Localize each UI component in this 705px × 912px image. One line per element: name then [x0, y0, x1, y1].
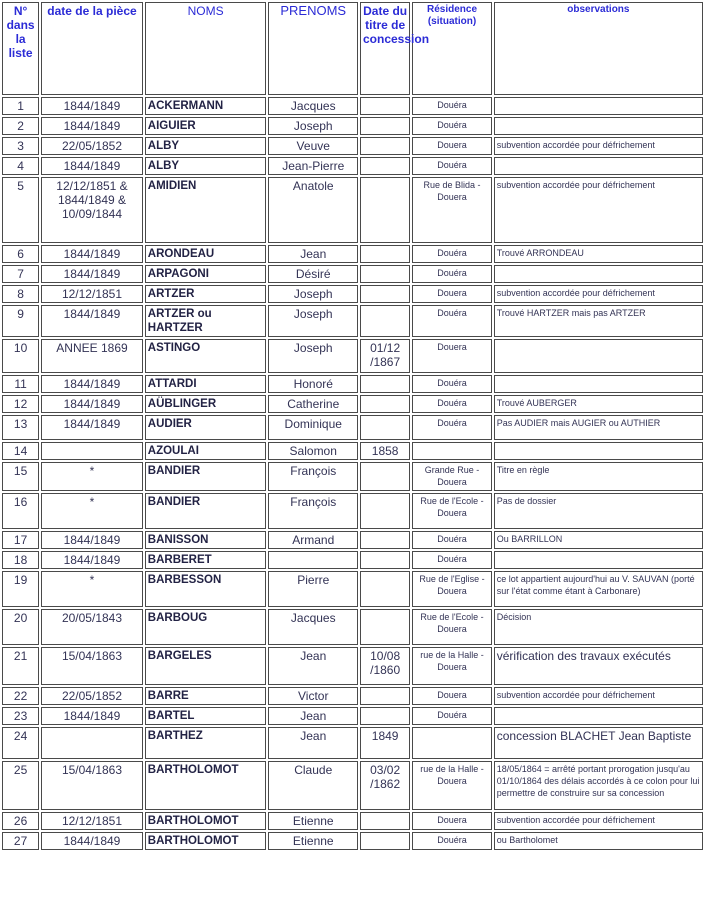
piece-date-cell: * [41, 493, 143, 529]
row-number-cell: 26 [2, 812, 39, 830]
piece-date-cell: 22/05/1852 [41, 687, 143, 705]
title-date-cell [360, 462, 410, 491]
row-number-cell: 19 [2, 571, 39, 607]
observation-cell [494, 339, 703, 373]
table-row [2, 415, 703, 440]
surname-cell: BARTHOLOMOT [145, 832, 267, 850]
row-number-cell: 27 [2, 832, 39, 850]
surname-cell: BANDIER [145, 493, 267, 529]
residence-cell: Douéra [412, 707, 491, 725]
table-row [2, 832, 703, 850]
first-name-cell: Jacques [268, 97, 358, 115]
residence-cell: Douéra [412, 832, 491, 850]
first-name-cell: Joseph [268, 339, 358, 373]
row-number-cell: 1 [2, 97, 39, 115]
surname-cell: ARPAGONI [145, 265, 267, 283]
residence-cell: Rue de l'Ecole - Douera [412, 493, 491, 529]
observation-cell: subvention accordée pour défrichement [494, 687, 703, 705]
table-row [2, 97, 703, 115]
residence-cell: Douéra [412, 117, 491, 135]
table-row [2, 245, 703, 263]
table-row [2, 157, 703, 175]
first-name-cell: Joseph [268, 117, 358, 135]
observation-cell: Trouvé AUBERGER [494, 395, 703, 413]
piece-date-cell: 1844/1849 [41, 375, 143, 393]
residence-cell: Douéra [412, 395, 491, 413]
piece-date-cell: 1844/1849 [41, 265, 143, 283]
first-name-cell: Catherine [268, 395, 358, 413]
title-date-cell [360, 375, 410, 393]
surname-cell: ALBY [145, 157, 267, 175]
title-date-cell [360, 493, 410, 529]
first-name-cell: Honoré [268, 375, 358, 393]
piece-date-cell: * [41, 571, 143, 607]
row-number-cell: 18 [2, 551, 39, 569]
surname-cell: ARTZER ou HARTZER [145, 305, 267, 337]
first-name-cell: Jean [268, 727, 358, 759]
table-row [2, 551, 703, 569]
observation-cell [494, 707, 703, 725]
table-row [2, 265, 703, 283]
header-titre: Date du titre de concession [360, 2, 410, 95]
title-date-cell: 01/12 /1867 [360, 339, 410, 373]
residence-cell: Grande Rue - Douera [412, 462, 491, 491]
title-date-cell: 1858 [360, 442, 410, 460]
observation-cell: Pas AUDIER mais AUGIER ou AUTHIER [494, 415, 703, 440]
surname-cell: ASTINGO [145, 339, 267, 373]
title-date-cell [360, 97, 410, 115]
first-name-cell: François [268, 493, 358, 529]
residence-cell: Douera [412, 812, 491, 830]
title-date-cell [360, 305, 410, 337]
surname-cell: ARTZER [145, 285, 267, 303]
first-name-cell: Claude [268, 761, 358, 810]
title-date-cell: 10/08 /1860 [360, 647, 410, 685]
residence-cell: Douera [412, 137, 491, 155]
observation-cell: Titre en règle [494, 462, 703, 491]
surname-cell: AIGUIER [145, 117, 267, 135]
observation-cell: subvention accordée pour défrichement [494, 137, 703, 155]
surname-cell: BARBESSON [145, 571, 267, 607]
piece-date-cell: 1844/1849 [41, 305, 143, 337]
first-name-cell: Etienne [268, 832, 358, 850]
row-number-cell: 4 [2, 157, 39, 175]
observation-cell: 18/05/1864 = arrêté portant prorogation jusqu'au 01/10/1864 des délais accordés à ce colon pour lui permettre de construire sur sa concession [494, 761, 703, 810]
first-name-cell: Joseph [268, 285, 358, 303]
observation-cell: Décision [494, 609, 703, 645]
residence-cell [412, 442, 491, 460]
row-number-cell: 14 [2, 442, 39, 460]
residence-cell: Douéra [412, 305, 491, 337]
piece-date-cell: 15/04/1863 [41, 761, 143, 810]
surname-cell: BARRE [145, 687, 267, 705]
first-name-cell: Jean [268, 647, 358, 685]
observation-cell: ce lot appartient aujourd'hui au V. SAUVAN (porté sur l'état comme étant à Carbonare) [494, 571, 703, 607]
observation-cell: ou Bartholomet [494, 832, 703, 850]
piece-date-cell: 1844/1849 [41, 395, 143, 413]
surname-cell: AMIDIEN [145, 177, 267, 243]
table-row [2, 609, 703, 645]
surname-cell: BARBOUG [145, 609, 267, 645]
table-row [2, 137, 703, 155]
title-date-cell [360, 137, 410, 155]
table-row [2, 812, 703, 830]
first-name-cell: Dominique [268, 415, 358, 440]
residence-cell: Douéra [412, 415, 491, 440]
title-date-cell [360, 707, 410, 725]
first-name-cell: Pierre [268, 571, 358, 607]
residence-cell: rue de la Halle - Douera [412, 647, 491, 685]
piece-date-cell [41, 727, 143, 759]
table-row [2, 177, 703, 243]
residence-cell [412, 727, 491, 759]
row-number-cell: 21 [2, 647, 39, 685]
surname-cell: BARBERET [145, 551, 267, 569]
surname-cell: BANDIER [145, 462, 267, 491]
observation-cell: Trouvé ARRONDEAU [494, 245, 703, 263]
row-number-cell: 9 [2, 305, 39, 337]
title-date-cell [360, 687, 410, 705]
row-number-cell: 22 [2, 687, 39, 705]
table-row [2, 761, 703, 810]
row-number-cell: 13 [2, 415, 39, 440]
title-date-cell [360, 415, 410, 440]
title-date-cell [360, 571, 410, 607]
row-number-cell: 25 [2, 761, 39, 810]
table-row [2, 442, 703, 460]
surname-cell: AUDIER [145, 415, 267, 440]
piece-date-cell: 15/04/1863 [41, 647, 143, 685]
observation-cell [494, 551, 703, 569]
surname-cell: BARTHEZ [145, 727, 267, 759]
observation-cell: subvention accordée pour défrichement [494, 177, 703, 243]
title-date-cell [360, 245, 410, 263]
row-number-cell: 17 [2, 531, 39, 549]
observation-cell [494, 375, 703, 393]
row-number-cell: 2 [2, 117, 39, 135]
piece-date-cell: 1844/1849 [41, 157, 143, 175]
first-name-cell: Etienne [268, 812, 358, 830]
residence-cell: Douera [412, 687, 491, 705]
table-row [2, 687, 703, 705]
table-row [2, 493, 703, 529]
first-name-cell: Jean-Pierre [268, 157, 358, 175]
residence-cell: Douera [412, 339, 491, 373]
table-row [2, 395, 703, 413]
first-name-cell: Joseph [268, 305, 358, 337]
first-name-cell: Jacques [268, 609, 358, 645]
title-date-cell [360, 395, 410, 413]
title-date-cell [360, 812, 410, 830]
first-name-cell: Anatole [268, 177, 358, 243]
observation-cell: subvention accordée pour défrichement [494, 285, 703, 303]
residence-cell: Rue de Blida - Douera [412, 177, 491, 243]
observation-cell [494, 117, 703, 135]
observation-cell: vérification des travaux exécutés [494, 647, 703, 685]
piece-date-cell: 12/12/1851 [41, 285, 143, 303]
residence-cell: Douéra [412, 97, 491, 115]
piece-date-cell [41, 442, 143, 460]
first-name-cell: Jean [268, 245, 358, 263]
title-date-cell [360, 117, 410, 135]
title-date-cell: 1849 [360, 727, 410, 759]
surname-cell: ACKERMANN [145, 97, 267, 115]
header-observations: observations [494, 2, 703, 95]
row-number-cell: 5 [2, 177, 39, 243]
residence-cell: Douera [412, 285, 491, 303]
first-name-cell: Désiré [268, 265, 358, 283]
table-row [2, 462, 703, 491]
row-number-cell: 15 [2, 462, 39, 491]
surname-cell: BARTEL [145, 707, 267, 725]
residence-cell: Douéra [412, 245, 491, 263]
row-number-cell: 12 [2, 395, 39, 413]
surname-cell: ALBY [145, 137, 267, 155]
observation-cell: concession BLACHET Jean Baptiste [494, 727, 703, 759]
observation-cell: Trouvé HARTZER mais pas ARTZER [494, 305, 703, 337]
title-date-cell [360, 177, 410, 243]
row-number-cell: 3 [2, 137, 39, 155]
header-noms: NOMS [145, 2, 267, 95]
piece-date-cell: 1844/1849 [41, 551, 143, 569]
first-name-cell: Armand [268, 531, 358, 549]
table-row [2, 285, 703, 303]
piece-date-cell: 1844/1849 [41, 117, 143, 135]
first-name-cell: Veuve [268, 137, 358, 155]
register-rows [2, 97, 703, 850]
title-date-cell: 03/02 /1862 [360, 761, 410, 810]
table-row [2, 531, 703, 549]
row-number-cell: 10 [2, 339, 39, 373]
first-name-cell: François [268, 462, 358, 491]
table-row [2, 375, 703, 393]
row-number-cell: 6 [2, 245, 39, 263]
residence-cell: Douéra [412, 265, 491, 283]
piece-date-cell: * [41, 462, 143, 491]
title-date-cell [360, 285, 410, 303]
observation-cell [494, 157, 703, 175]
piece-date-cell: 1844/1849 [41, 97, 143, 115]
title-date-cell [360, 265, 410, 283]
header-num: N° dans la liste [2, 2, 39, 95]
surname-cell: BARGELES [145, 647, 267, 685]
table-row [2, 647, 703, 685]
surname-cell: ARONDEAU [145, 245, 267, 263]
observation-cell: Pas de dossier [494, 493, 703, 529]
first-name-cell: Jean [268, 707, 358, 725]
observation-cell [494, 265, 703, 283]
piece-date-cell: 22/05/1852 [41, 137, 143, 155]
table-row [2, 571, 703, 607]
row-number-cell: 20 [2, 609, 39, 645]
surname-cell: AZOULAI [145, 442, 267, 460]
piece-date-cell: 1844/1849 [41, 245, 143, 263]
observation-cell [494, 97, 703, 115]
table-row [2, 707, 703, 725]
residence-cell: Douéra [412, 531, 491, 549]
piece-date-cell: 12/12/1851 [41, 812, 143, 830]
first-name-cell: Salomon [268, 442, 358, 460]
residence-cell: Douéra [412, 157, 491, 175]
title-date-cell [360, 551, 410, 569]
piece-date-cell: 12/12/1851 & 1844/1849 & 10/09/1844 [41, 177, 143, 243]
table-row [2, 727, 703, 759]
header-date: date de la pièce [41, 2, 143, 95]
residence-cell: Rue de l'Eglise - Douera [412, 571, 491, 607]
surname-cell: BARTHOLOMOT [145, 812, 267, 830]
row-number-cell: 23 [2, 707, 39, 725]
observation-cell: subvention accordée pour défrichement [494, 812, 703, 830]
observation-cell: Ou BARRILLON [494, 531, 703, 549]
observation-cell [494, 442, 703, 460]
title-date-cell [360, 609, 410, 645]
row-number-cell: 7 [2, 265, 39, 283]
surname-cell: BANISSON [145, 531, 267, 549]
piece-date-cell: ANNEE 1869 [41, 339, 143, 373]
row-number-cell: 16 [2, 493, 39, 529]
piece-date-cell: 1844/1849 [41, 415, 143, 440]
piece-date-cell: 1844/1849 [41, 531, 143, 549]
residence-cell: Rue de l'Ecole - Douera [412, 609, 491, 645]
row-number-cell: 24 [2, 727, 39, 759]
piece-date-cell: 1844/1849 [41, 707, 143, 725]
title-date-cell [360, 531, 410, 549]
header-prenoms: PRENOMS [268, 2, 358, 95]
table-row [2, 117, 703, 135]
header-row [2, 2, 703, 95]
surname-cell: AÜBLINGER [145, 395, 267, 413]
table-row [2, 339, 703, 373]
piece-date-cell: 1844/1849 [41, 832, 143, 850]
row-number-cell: 8 [2, 285, 39, 303]
title-date-cell [360, 832, 410, 850]
residence-cell: rue de la Halle - Douera [412, 761, 491, 810]
first-name-cell [268, 551, 358, 569]
surname-cell: ATTARDI [145, 375, 267, 393]
residence-cell: Douéra [412, 551, 491, 569]
row-number-cell: 11 [2, 375, 39, 393]
piece-date-cell: 20/05/1843 [41, 609, 143, 645]
table-row [2, 305, 703, 337]
header-residence: Résidence (situation) [412, 2, 491, 95]
residence-cell: Douéra [412, 375, 491, 393]
surname-cell: BARTHOLOMOT [145, 761, 267, 810]
title-date-cell [360, 157, 410, 175]
first-name-cell: Victor [268, 687, 358, 705]
